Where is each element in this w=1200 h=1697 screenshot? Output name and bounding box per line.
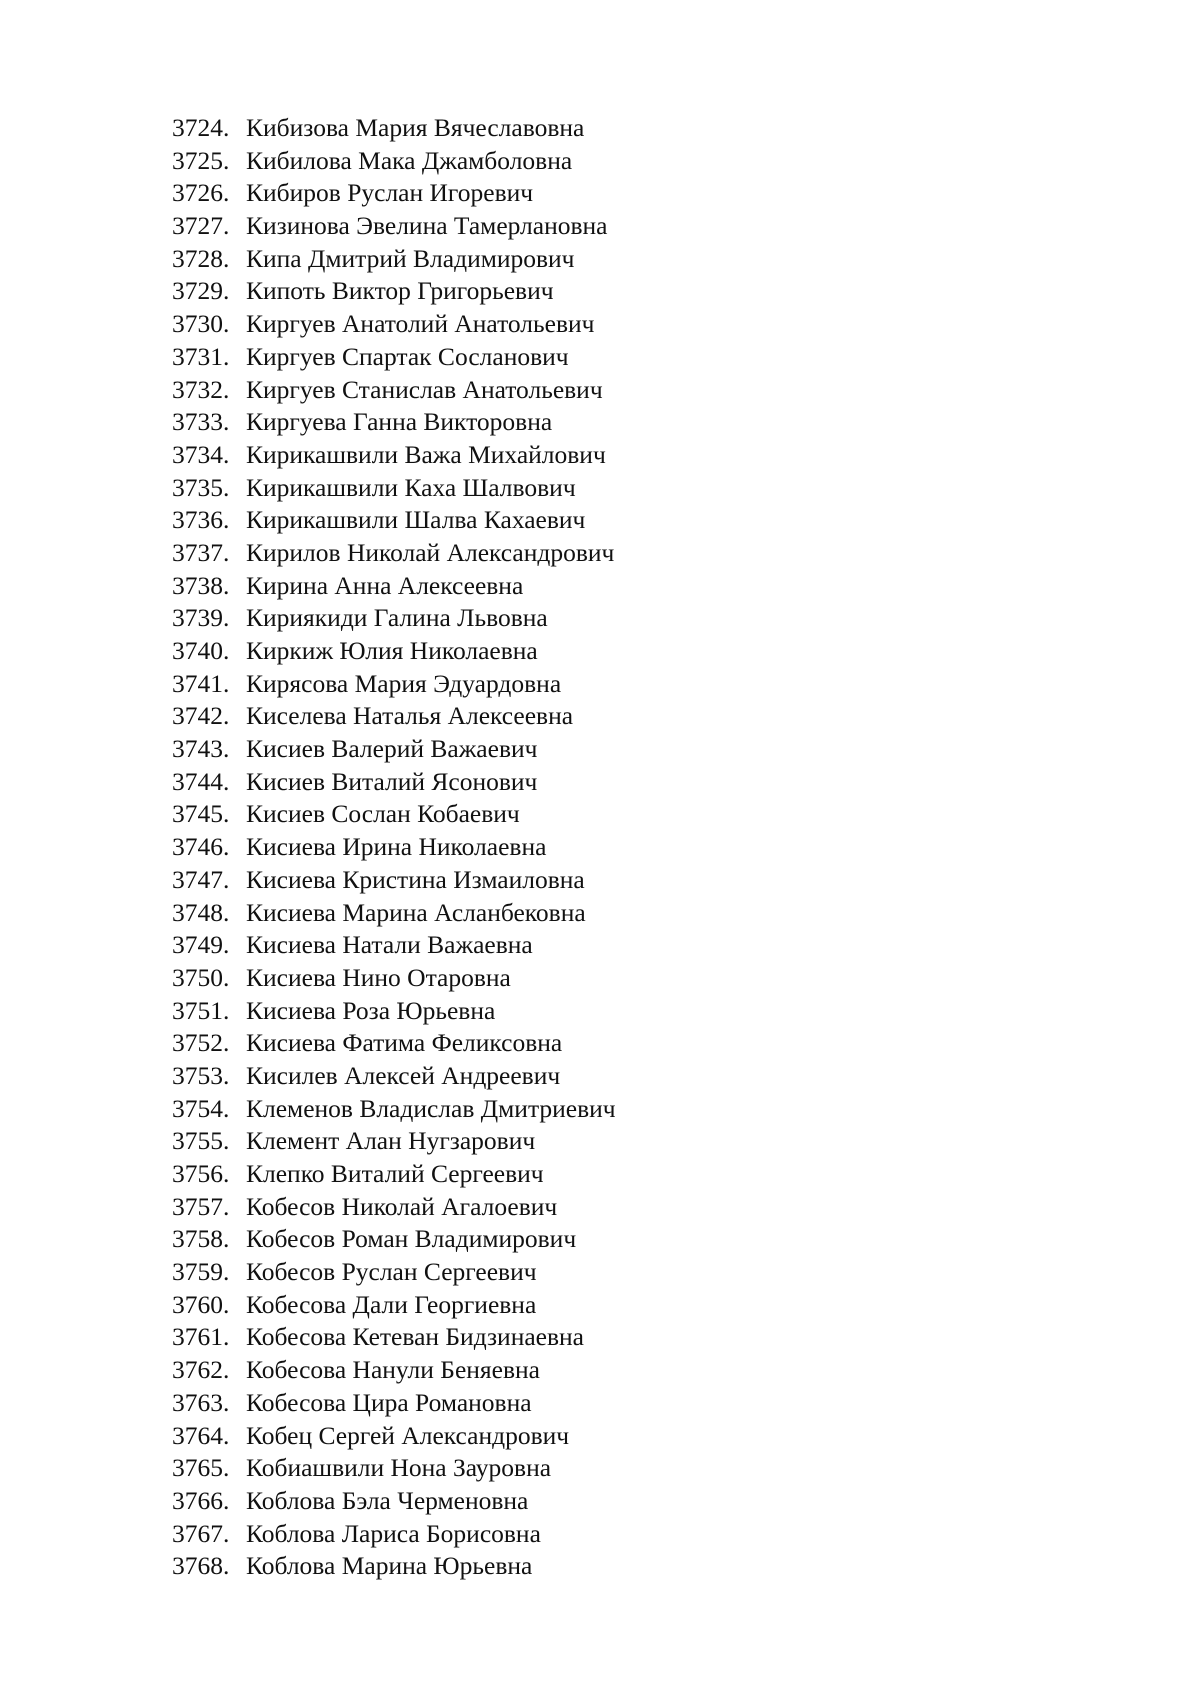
entry-name: Клеменов Владислав Дмитриевич [246, 1093, 616, 1123]
entry-number: 3765. [172, 1453, 230, 1483]
entry-name: Кирикашвили Каха Шалвович [246, 472, 576, 502]
entry-name: Кисиева Нино Отаровна [246, 962, 511, 992]
list-item [172, 374, 616, 407]
entry-number: 3758. [172, 1224, 230, 1254]
list-item [172, 995, 616, 1028]
entry-number: 3743. [172, 734, 230, 764]
entry-name: Клемент Алан Нугзарович [246, 1126, 536, 1156]
list-item [172, 1321, 616, 1354]
list-item [172, 766, 616, 799]
entry-number: 3756. [172, 1159, 230, 1188]
list-item [172, 537, 616, 570]
entry-number: 3738. [172, 570, 230, 600]
entry-name: Кизинова Эвелина Тамерлановна [246, 211, 608, 241]
entry-name: Кисиева Фатима Феликсовна [246, 1028, 563, 1058]
entry-name: Киргуев Спартак Сосланович [246, 341, 569, 371]
list-item [172, 1354, 616, 1387]
list-item [172, 635, 616, 668]
entry-number: 3753. [172, 1060, 230, 1090]
list-item [172, 962, 616, 995]
entry-name: Кобесова Нанули Беняевна [246, 1355, 540, 1385]
entry-name: Кобесов Руслан Сергеевич [246, 1257, 537, 1287]
entry-name: Кобец Сергей Александрович [246, 1420, 570, 1450]
entry-name: Кисиева Кристина Измаиловна [246, 864, 585, 894]
entry-number: 3767. [172, 1518, 230, 1548]
entry-number: 3746. [172, 832, 230, 862]
list-item [172, 798, 616, 831]
entry-name: Кирилов Николай Александрович [246, 537, 615, 567]
list-item [172, 1485, 616, 1518]
list-item [172, 1420, 616, 1453]
entry-name: Кобесова Кетеван Бидзинаевна [246, 1322, 584, 1352]
entry-number: 3748. [172, 897, 230, 927]
list-item [172, 1387, 616, 1420]
list-item [172, 733, 616, 766]
list-item [172, 243, 616, 276]
entry-name: Кобесова Цира Романовна [246, 1387, 532, 1417]
entry-number: 3732. [172, 374, 230, 404]
entry-name: Кобесова Дали Георгиевна [246, 1289, 537, 1319]
list-item [172, 1289, 616, 1322]
entry-name: Кибизова Мария Вячеславовна [246, 113, 585, 142]
entry-name: Коблова Марина Юрьевна [246, 1551, 533, 1581]
list-item [172, 668, 616, 701]
list-item [172, 1223, 616, 1256]
list-item [172, 570, 616, 603]
entry-number: 3759. [172, 1257, 230, 1287]
entry-number: 3764. [172, 1420, 230, 1450]
name-list [172, 112, 616, 1583]
entry-number: 3725. [172, 145, 230, 175]
entry-name: Кисиева Марина Асланбековна [246, 897, 586, 927]
entry-number: 3768. [172, 1551, 230, 1581]
entry-name: Кибилова Мака Джамболовна [246, 145, 573, 175]
entry-number: 3742. [172, 701, 230, 731]
list-item [172, 406, 616, 439]
entry-number: 3744. [172, 766, 230, 796]
list-item [172, 504, 616, 537]
list-item [172, 864, 616, 897]
entry-number: 3745. [172, 799, 230, 829]
entry-name: Кисилев Алексей Андреевич [246, 1060, 561, 1090]
list-item [172, 210, 616, 243]
list-item [172, 1452, 616, 1485]
entry-name: Кисиева Натали Важаевна [246, 930, 533, 960]
entry-number: 3739. [172, 603, 230, 633]
entry-name: Кириякиди Галина Львовна [246, 603, 548, 633]
entry-number: 3752. [172, 1028, 230, 1058]
entry-number: 3740. [172, 636, 230, 665]
entry-number: 3736. [172, 505, 230, 535]
list-item [172, 145, 616, 178]
entry-number: 3741. [172, 668, 230, 698]
entry-number: 3749. [172, 930, 230, 960]
entry-number: 3729. [172, 276, 230, 306]
entry-number: 3724. [172, 113, 230, 142]
list-item [172, 1125, 616, 1158]
entry-number: 3730. [172, 309, 230, 339]
entry-number: 3754. [172, 1093, 230, 1123]
list-item [172, 1060, 616, 1093]
entry-number: 3731. [172, 341, 230, 371]
entry-number: 3734. [172, 439, 230, 469]
list-item [172, 308, 616, 341]
entry-name: Кобесов Роман Владимирович [246, 1224, 577, 1254]
entry-name: Кисиева Ирина Николаевна [246, 832, 547, 862]
entry-name: Кисиев Валерий Важаевич [246, 734, 538, 764]
entry-number: 3750. [172, 962, 230, 992]
list-item [172, 1027, 616, 1060]
entry-number: 3726. [172, 178, 230, 208]
entry-number: 3762. [172, 1355, 230, 1385]
entry-name: Киселева Наталья Алексеевна [246, 701, 574, 731]
list-item [172, 1093, 616, 1126]
entry-name: Киркиж Юлия Николаевна [246, 636, 538, 665]
list-item [172, 275, 616, 308]
entry-number: 3760. [172, 1289, 230, 1319]
entry-number: 3735. [172, 472, 230, 502]
entry-number: 3737. [172, 537, 230, 567]
list-item [172, 1158, 616, 1191]
entry-name: Кирясова Мария Эдуардовна [246, 668, 562, 698]
entry-name: Кобесов Николай Агалоевич [246, 1191, 558, 1221]
list-item [172, 897, 616, 930]
list-item [172, 472, 616, 505]
list-item [172, 341, 616, 374]
entry-number: 3728. [172, 243, 230, 273]
entry-name: Киргуев Станислав Анатольевич [246, 374, 603, 404]
list-item [172, 929, 616, 962]
entry-name: Клепко Виталий Сергеевич [246, 1159, 544, 1188]
list-item [172, 1191, 616, 1224]
entry-name: Кобиашвили Нона Зауровна [246, 1453, 552, 1483]
entry-number: 3733. [172, 407, 230, 437]
list-item [172, 831, 616, 864]
list-item [172, 1256, 616, 1289]
entry-number: 3761. [172, 1322, 230, 1352]
entry-name: Киргуев Анатолий Анатольевич [246, 309, 595, 339]
list-item [172, 177, 616, 210]
entry-name: Кирикашвили Важа Михайлович [246, 439, 606, 469]
entry-number: 3763. [172, 1387, 230, 1417]
entry-name: Кисиев Виталий Ясонович [246, 766, 538, 796]
entry-name: Кирина Анна Алексеевна [246, 570, 524, 600]
entry-name: Кирикашвили Шалва Кахаевич [246, 505, 586, 535]
list-item [172, 602, 616, 635]
entry-number: 3727. [172, 211, 230, 241]
entry-name: Кипоть Виктор Григорьевич [246, 276, 554, 306]
entry-name: Кибиров Руслан Игоревич [246, 178, 534, 208]
entry-name: Кисиева Роза Юрьевна [246, 995, 496, 1025]
list-item [172, 112, 616, 145]
entry-name: Коблова Лариса Борисовна [246, 1518, 541, 1548]
list-item [172, 700, 616, 733]
list-item [172, 1518, 616, 1551]
entry-name: Киргуева Ганна Викторовна [246, 407, 553, 437]
entry-number: 3755. [172, 1126, 230, 1156]
entry-number: 3751. [172, 995, 230, 1025]
list-item [172, 439, 616, 472]
entry-name: Кисиев Сослан Кобаевич [246, 799, 520, 829]
entry-name: Кипа Дмитрий Владимирович [246, 243, 575, 273]
entry-name: Коблова Бэла Черменовна [246, 1485, 529, 1515]
entry-number: 3747. [172, 864, 230, 894]
entry-number: 3766. [172, 1485, 230, 1515]
entry-number: 3757. [172, 1191, 230, 1221]
list-item [172, 1550, 616, 1583]
